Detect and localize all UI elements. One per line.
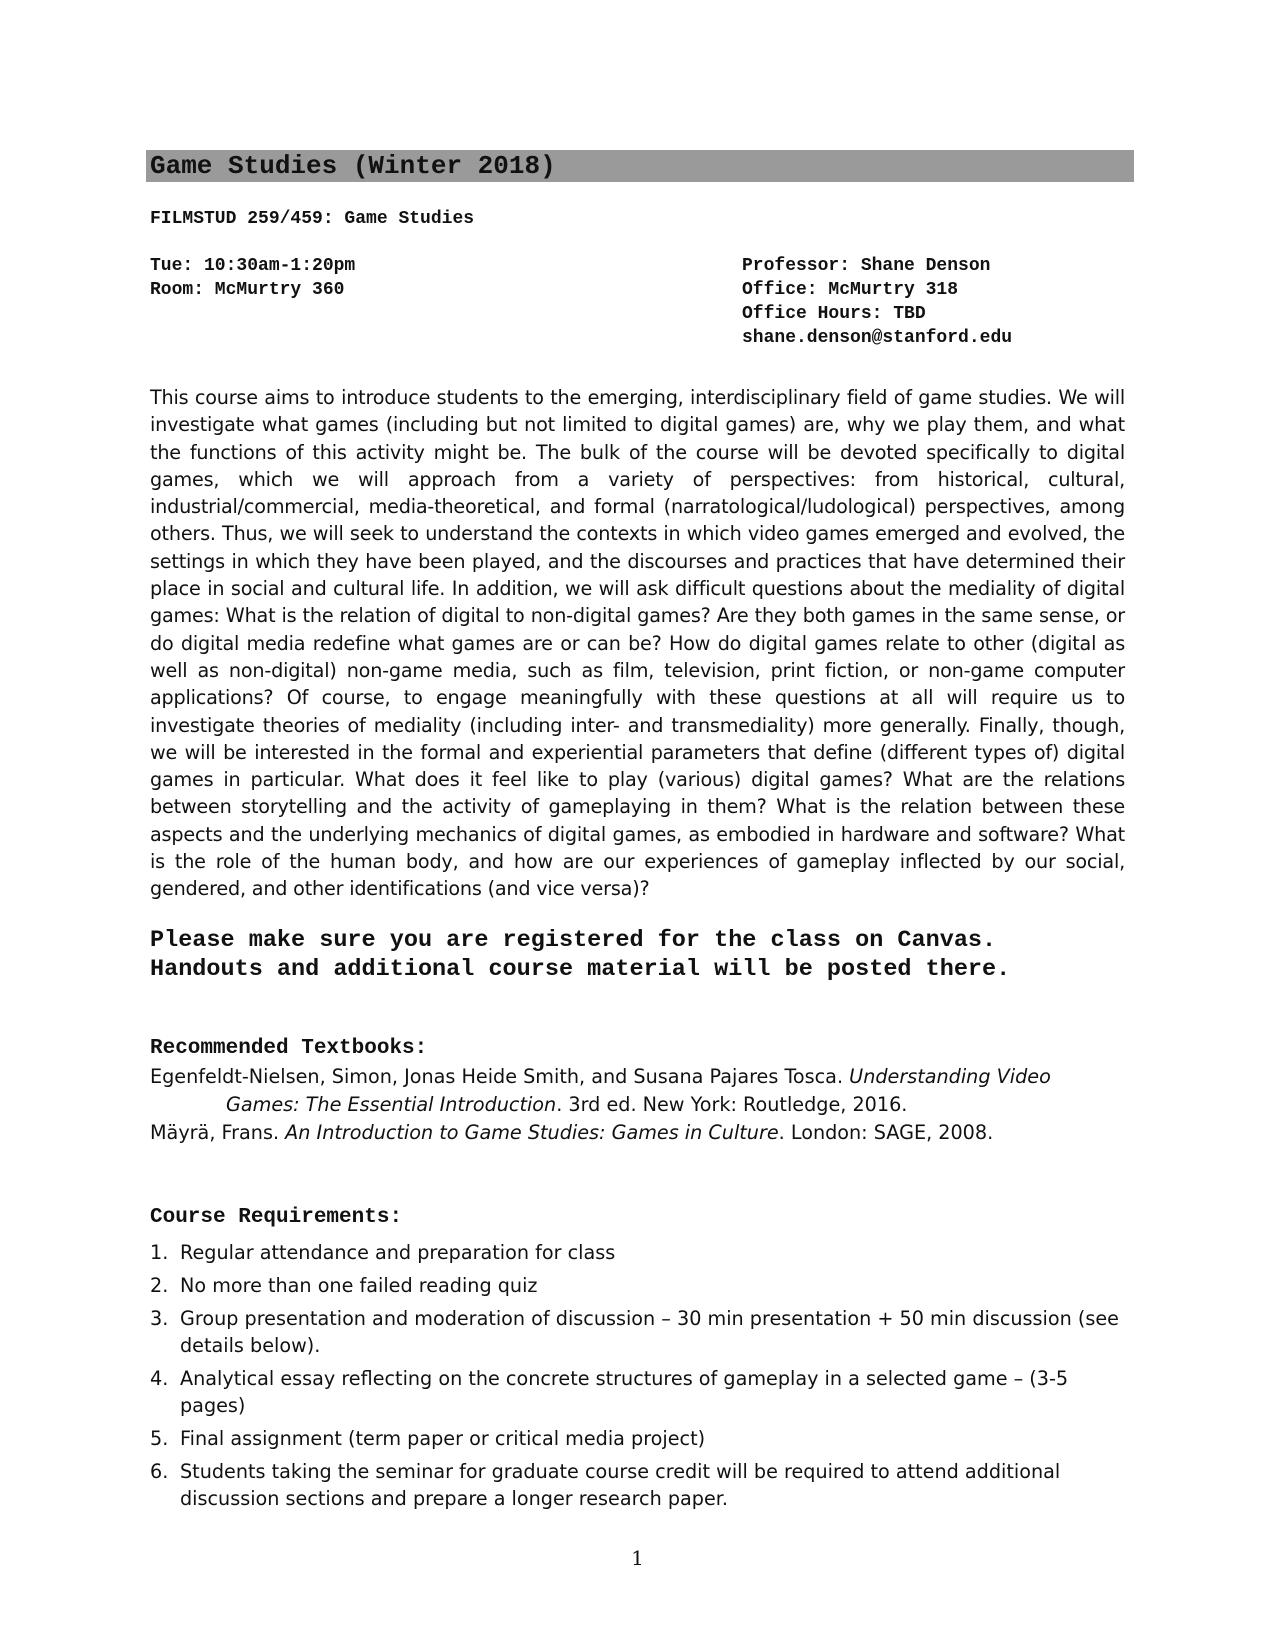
- item-text: Students taking the seminar for graduate course credit will be required to attend additional discussion sections and prepare a longer research paper.: [180, 1460, 1061, 1510]
- list-item: [150, 1458, 1130, 1512]
- notice-line-2: Handouts and additional course material will be posted there.: [150, 956, 1011, 983]
- item-number: 6.: [150, 1460, 169, 1483]
- course-description: This course aims to introduce students to the emerging, interdisciplinary field of game studies. We will investigate what games (including but not limited to digital games) are, why we play them, and what the functions of this activity might be. The bulk of the course will be devoted specifically to digital games, which we will approach from a variety of perspectives: from historical, cultural, industrial/commercial, media-theoretical, and formal (narratological/ludological) perspectives, among others. Thus, we will seek to understand the contexts in which video games emerged and evolved, the settings in which they have been played, and the discourses and practices that have determined their place in social and cultural life. In addition, we will ask difficult questions about the mediality of digital games: What is the relation of digital to non-digital games? Are they both games in the same sense, or do digital media redefine what games are or can be? How do digital games relate to other (digital as well as non-digital) non-game media, such as film, television, print fiction, or non-game computer applications? Of course, to engage meaningfully with these questions at all will require us to investigate theories of mediality (including inter- and transmediality) more generally. Finally, though, we will be interested in the formal and experiential parameters that define (different types of) digital games in particular. What does it feel like to play (various) digital games? What are the relations between storytelling and the activity of gameplaying in them? What is the relation between these aspects and the underlying mechanics of digital games, as embodied in hardware and software? What is the role of the human body, and how are our experiences of gameplay inflected by our social, gendered, and other identifications (and vice versa)?: [150, 386, 1125, 901]
- office-location: Office: McMurtry 318: [742, 280, 959, 300]
- list-item: [150, 1365, 1130, 1419]
- item-text: Analytical essay reflecting on the concrete structures of gameplay in a selected game – (3-5 pages): [180, 1367, 1069, 1417]
- item-number: 2.: [150, 1274, 169, 1297]
- office-hours: Office Hours: TBD: [742, 304, 926, 324]
- class-room: Room: McMurtry 360: [150, 280, 345, 300]
- professor-name: Professor: Shane Denson: [742, 256, 991, 276]
- item-number: 3.: [150, 1307, 169, 1330]
- reference-details: . London: SAGE, 2008.: [778, 1121, 994, 1144]
- reference-title: Understanding Video Games: The Essential Introduction: [226, 1065, 1051, 1116]
- textbook-reference: [150, 1063, 1130, 1119]
- course-code: FILMSTUD 259/459: Game Studies: [150, 209, 475, 229]
- item-text: Final assignment (term paper or critical media project): [180, 1427, 706, 1450]
- textbook-list: [150, 1063, 1130, 1147]
- class-time: Tue: 10:30am-1:20pm: [150, 256, 356, 276]
- textbook-reference: [150, 1119, 1130, 1147]
- item-text: No more than one failed reading quiz: [180, 1274, 538, 1297]
- list-item: [150, 1305, 1130, 1359]
- page-title: Game Studies (Winter 2018): [146, 150, 1134, 182]
- reference-authors: Mäyrä, Frans.: [150, 1121, 286, 1144]
- requirements-list: [150, 1239, 1130, 1518]
- requirements-heading: Course Requirements:: [150, 1206, 403, 1229]
- item-number: 5.: [150, 1427, 169, 1450]
- professor-email[interactable]: shane.denson@stanford.edu: [742, 328, 1013, 348]
- canvas-notice: [150, 926, 1010, 984]
- item-text: Regular attendance and preparation for class: [180, 1241, 616, 1264]
- contact-block: [742, 254, 1012, 350]
- schedule-block: [150, 254, 355, 302]
- list-item: [150, 1272, 1130, 1299]
- item-text: Group presentation and moderation of discussion – 30 min presentation + 50 min discussion (see details below).: [180, 1307, 1119, 1357]
- item-number: 4.: [150, 1367, 169, 1390]
- reference-authors: Egenfeldt-Nielsen, Simon, Jonas Heide Smith, and Susana Pajares Tosca.: [150, 1065, 850, 1088]
- reference-details: . 3rd ed. New York: Routledge, 2016.: [556, 1093, 908, 1116]
- item-number: 1.: [150, 1241, 169, 1264]
- page-number: 1: [631, 1546, 644, 1570]
- notice-line-1: Please make sure you are registered for the class on Canvas.: [150, 927, 997, 954]
- list-item: [150, 1239, 1130, 1266]
- textbooks-heading: Recommended Textbooks:: [150, 1037, 428, 1060]
- list-item: [150, 1425, 1130, 1452]
- reference-title: An Introduction to Game Studies: Games in Culture: [285, 1121, 779, 1144]
